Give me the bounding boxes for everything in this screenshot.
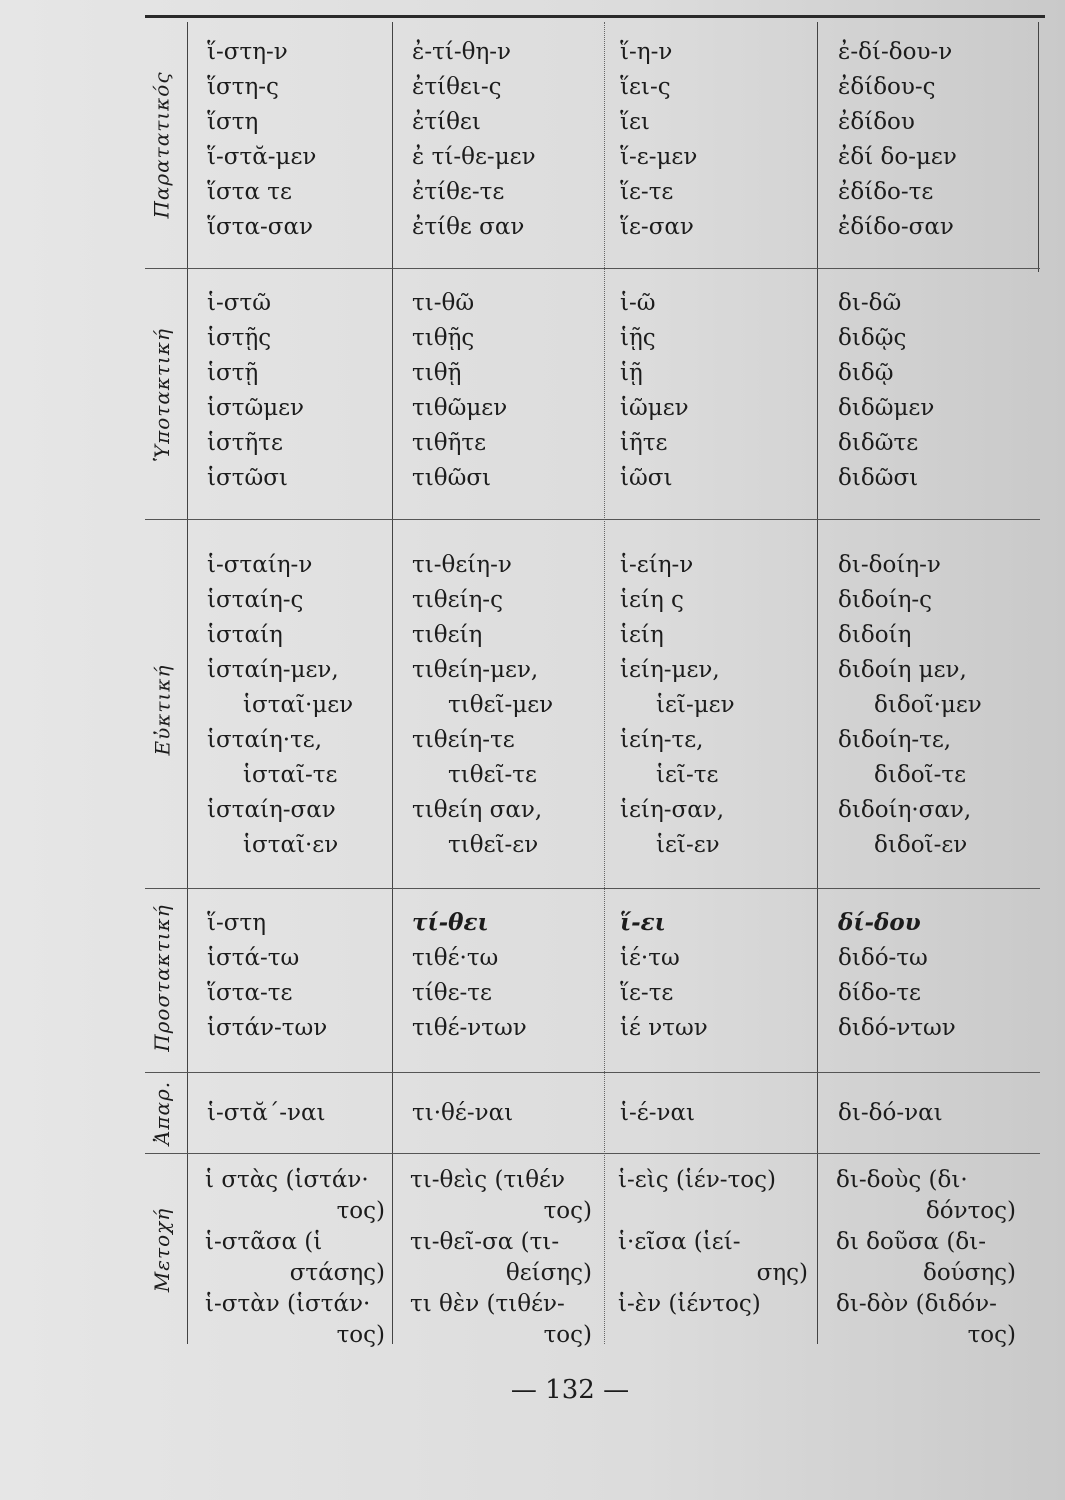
optative-col-hiemi: ἱ-είη-ν ἱείη ς ἱείη ἱείη-μεν, ἱεῖ-μεν ἱείη-τε, ἱεῖ-τε ἱείη-σαν, ἱεῖ-εν [620,552,735,858]
infinitive-histemi: ἱ-στᾰ΄-ναι [207,1100,326,1126]
subjunctive-col-didomi: δι-δῶ διδῷς διδῷ διδῶμεν διδῶτε διδῶσι [838,290,935,491]
column-divider-3 [817,22,818,1344]
label-subjunctive: Ὑποτακτική [150,328,175,462]
participle-col-tithemi: τι-θεὶς (τιθέν τος) τι-θεῖ-σα (τι- θείσης) τι θὲν (τιθέν- τος) [410,1167,592,1348]
column-divider-1 [392,22,393,1344]
infinitive-didomi: δι-δό-ναι [838,1100,943,1126]
participle-col-histemi: ἱ στὰς (ἱστάν· τος) ἱ-στᾶσα (ἱ στάσης) ἱ-στὰν (ἱστάν· τος) [205,1167,385,1348]
imperative-col-histemi: ἵ-στη ἱστά-τω ἵστα-τε ἱστάν-των [207,910,328,1041]
column-divider-2 [604,22,606,1344]
subjunctive-col-tithemi: τι-θῶ τιθῇς τιθῇ τιθῶμεν τιθῆτε τιθῶσι [412,290,508,491]
label-imperative: Προστακτική [150,903,174,1052]
page-number: — 132 — [510,1375,630,1405]
optative-col-didomi: δι-δοίη-ν διδοίη-ς διδοίη διδοίη μεν, διδοῖ·μεν διδοίη-τε, διδοῖ-τε διδοίη·σαν, διδοῖ-εν [838,552,982,858]
optative-col-histemi: ἱ-σταίη-ν ἱσταίη-ς ἱσταίη ἱσταίη-μεν, ἱσταῖ·μεν ἱσταίη·τε, ἱσταῖ-τε ἱσταίη-σαν ἱσταῖ·εν [207,552,354,858]
separator-subjunctive-optative [145,519,1040,520]
subjunctive-col-histemi: ἱ-στῶ ἱστῇς ἱστῇ ἱστῶμεν ἱστῆτε ἱστῶσι [207,290,305,491]
participle-col-didomi: δι-δοὺς (δι· δόντος) δι δοῦσα (δι- δούσης) δι-δὸν (διδόν- τος) [836,1167,1016,1348]
imperfect-col-didomi: ἐ-δί-δου-ν ἐδίδου-ς ἐδίδου ἐδί δο-μεν ἐδίδο-τε ἐδίδο-σαν [838,39,957,240]
separator-optative-imperative [145,888,1040,889]
imperative-col-hiemi: ἵ-ει ἱέ·τω ἵε-τε ἱέ ντων [620,909,708,1041]
infinitive-hiemi: ἱ-έ-ναι [620,1100,696,1126]
optative-col-tithemi: τι-θείη-ν τιθείη-ς τιθείη τιθείη-μεν, τιθεῖ-μεν τιθείη-τε τιθεῖ-τε τιθείη σαν, τιθεῖ-εν [412,552,554,858]
label-optative: Εὐκτική [150,664,175,756]
label-column-divider [187,22,188,1344]
imperative-col-tithemi: τί-θει τιθέ·τω τίθε-τε τιθέ-ντων [412,909,527,1041]
separator-imperfect-subjunctive [145,268,1040,269]
label-participle: Μετοχή [150,1207,175,1293]
right-border [1038,22,1039,272]
subjunctive-col-hiemi: ἱ-ῶ ἱῇς ἱῇ ἱῶμεν ἱῆτε ἱῶσι [620,290,689,491]
imperfect-col-histemi: ἵ-στη-ν ἵστη-ς ἵστη ἵ-στᾰ-μεν ἵστα τε ἵστα-σαν [207,39,317,240]
top-rule [145,15,1045,18]
infinitive-tithemi: τι·θέ-ναι [412,1100,514,1126]
label-infinitive: Ἀπαρ. [150,1080,174,1145]
imperfect-col-tithemi: ἐ-τί-θη-ν ἐτίθει-ς ἐτίθει ἐ τί-θε-μεν ἐτίθε-τε ἐτίθε σαν [412,39,536,240]
imperfect-col-hiemi: ἵ-η-ν ἵει-ς ἵει ἵ-ε-μεν ἵε-τε ἵε-σαν [620,39,698,240]
imperative-col-didomi: δί-δου διδό-τω δίδο-τε διδό-ντων [838,909,956,1041]
label-imperfect: Παρατατικός [150,71,175,219]
separator-infinitive-participle [145,1153,1040,1154]
participle-col-hiemi: ἱ-εὶς (ἱέν-τος) ἱ·εῖσα (ἱεί- σης) ἱ-ὲν (ἱέντος) [618,1167,808,1317]
separator-imperative-infinitive [145,1072,1040,1073]
